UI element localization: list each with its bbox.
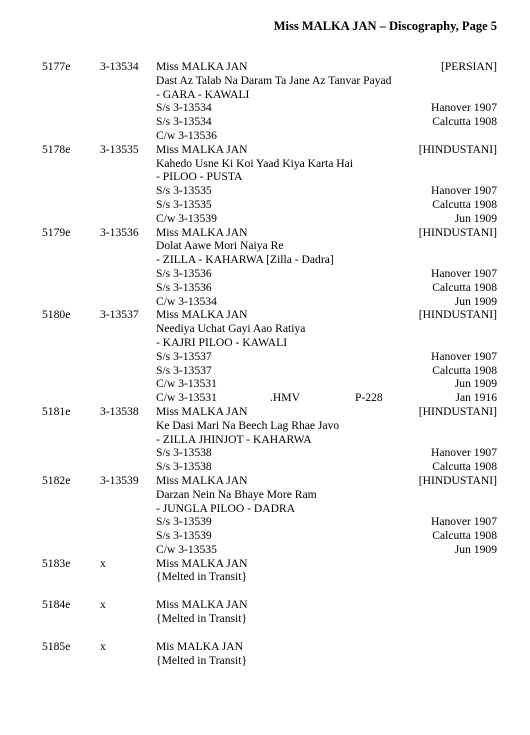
entry-line — [0, 60, 530, 74]
entry-line — [0, 267, 530, 281]
language-tag: [HINDUSTANI] — [418, 142, 497, 156]
entry-text: Miss MALKA JAN — [156, 598, 248, 612]
entry-line — [0, 226, 530, 240]
discography-entry — [0, 60, 530, 143]
entry-line — [0, 198, 530, 212]
entry-line — [0, 322, 530, 336]
release-info: Calcutta 1908 — [432, 280, 497, 294]
entry-line — [0, 170, 530, 184]
discography-entry — [0, 474, 530, 557]
entry-line — [0, 543, 530, 557]
entry-line — [0, 350, 530, 364]
entry-text: Miss MALKA JAN — [156, 142, 248, 156]
entry-line — [0, 612, 530, 626]
entry-text: S/s 3-13539 — [156, 515, 212, 529]
entry-text: S/s 3-13538 — [156, 446, 212, 460]
entry-text: Miss MALKA JAN — [156, 473, 248, 487]
entry-text: Dolat Aawe Mori Naiya Re — [156, 239, 284, 253]
entry-text: C/w 3-13536 — [156, 128, 217, 142]
entry-text: S/s 3-13537 — [156, 363, 212, 377]
entry-text: C/w 3-13539 — [156, 211, 217, 225]
matrix-number: 5184e — [42, 598, 71, 612]
release-info: Jun 1909 — [454, 294, 497, 308]
entry-line — [0, 654, 530, 668]
matrix-number: 5177e — [42, 60, 71, 73]
release-info: Hanover 1907 — [430, 349, 497, 363]
entry-line — [0, 157, 530, 171]
discography-entry — [0, 308, 530, 405]
entry-text: Miss MALKA JAN — [156, 404, 248, 418]
discography-entry — [0, 557, 530, 585]
entry-line — [0, 143, 530, 157]
discography-entry — [0, 640, 530, 668]
language-tag: [PERSIAN] — [440, 60, 497, 73]
release-info: Jun 1909 — [454, 542, 497, 556]
matrix-number: 5185e — [42, 639, 71, 653]
release-info: Calcutta 1908 — [432, 460, 497, 474]
entry-text: - PILOO - PUSTA — [156, 170, 243, 184]
catalog-number: x — [100, 598, 106, 612]
release-info: Calcutta 1908 — [432, 197, 497, 211]
entry-text: - GARA - KAWALI — [156, 87, 250, 101]
entry-line — [0, 557, 530, 571]
entry-line — [0, 460, 530, 474]
entry-text: Miss MALKA JAN — [156, 225, 248, 239]
release-info: Jan 1916 — [455, 391, 497, 405]
language-tag: [HINDUSTANI] — [418, 225, 497, 239]
entry-text: S/s 3-13539 — [156, 529, 212, 543]
entry-line — [0, 88, 530, 102]
entry-line — [0, 598, 530, 612]
discography-entry — [0, 143, 530, 226]
entry-text: S/s 3-13537 — [156, 349, 212, 363]
entry-line — [0, 74, 530, 88]
entry-text: C/w 3-13535 — [156, 542, 217, 556]
entry-line — [0, 184, 530, 198]
release-info: Jun 1909 — [454, 377, 497, 391]
entry-line — [0, 377, 530, 391]
catalog-number: x — [100, 639, 106, 653]
entry-spacer — [0, 584, 530, 598]
matrix-number: 5178e — [42, 142, 71, 156]
entry-text: C/w 3-13531 — [156, 377, 217, 391]
entry-text: - ZILLA JHINJOT - KAHARWA — [156, 432, 312, 446]
entry-text: - JUNGLA PILOO - DADRA — [156, 501, 296, 515]
entry-line — [0, 281, 530, 295]
entry-line — [0, 336, 530, 350]
entry-text: - ZILLA - KAHARWA [Zilla - Dadra] — [156, 253, 334, 267]
release-info: Calcutta 1908 — [432, 529, 497, 543]
language-tag: [HINDUSTANI] — [418, 473, 497, 487]
entry-text: {Melted in Transit} — [156, 570, 248, 584]
matrix-number: 5179e — [42, 225, 71, 239]
entry-text: Dast Az Talab Na Daram Ta Jane Az Tanvar Payad — [156, 73, 392, 87]
catalog-number: 3-13537 — [100, 308, 139, 322]
release-info: Hanover 1907 — [430, 446, 497, 460]
entry-text: Miss MALKA JAN — [156, 308, 248, 322]
release-info: Calcutta 1908 — [432, 363, 497, 377]
catalog-number: 3-13539 — [100, 473, 139, 487]
entry-text: Miss MALKA JAN — [156, 556, 248, 570]
entry-line — [0, 212, 530, 226]
release-info: Jun 1909 — [454, 211, 497, 225]
entry-line — [0, 515, 530, 529]
entry-line — [0, 405, 530, 419]
entry-text: Miss MALKA JAN — [156, 60, 248, 73]
entry-text: S/s 3-13535 — [156, 184, 212, 198]
entry-line — [0, 129, 530, 143]
discography-entry — [0, 598, 530, 626]
release-info: Hanover 1907 — [430, 101, 497, 115]
entry-text: C/w 3-13534 — [156, 294, 217, 308]
release-info: Calcutta 1908 — [432, 115, 497, 129]
entry-text: {Melted in Transit} — [156, 653, 248, 667]
entry-text: S/s 3-13534 — [156, 115, 212, 129]
entry-line — [0, 446, 530, 460]
discography-entry — [0, 405, 530, 474]
entry-text: - KAJRI PILOO - KAWALI — [156, 335, 288, 349]
discography-entries — [0, 60, 530, 667]
catalog-number: 3-13536 — [100, 225, 139, 239]
entry-text: Kahedo Usne Ki Koi Yaad Kiya Karta Hai — [156, 156, 354, 170]
entry-text: S/s 3-13536 — [156, 280, 212, 294]
catalog-number: 3-13535 — [100, 142, 139, 156]
entry-text: S/s 3-13538 — [156, 460, 212, 474]
entry-text: C/w 3-13531 — [156, 391, 217, 405]
release-info: Hanover 1907 — [430, 184, 497, 198]
entry-line — [0, 101, 530, 115]
entry-line — [0, 640, 530, 654]
release-info: Hanover 1907 — [430, 266, 497, 280]
entry-text: Neediya Uchat Gayi Aao Ratiya — [156, 322, 306, 336]
entry-line — [0, 570, 530, 584]
catalog-number: x — [100, 556, 106, 570]
matrix-number: 5182e — [42, 473, 71, 487]
entry-text: Darzan Nein Na Bhaye More Ram — [156, 487, 317, 501]
entry-line — [0, 364, 530, 378]
entry-line — [0, 391, 530, 405]
release-info: Hanover 1907 — [430, 515, 497, 529]
entry-text: {Melted in Transit} — [156, 612, 248, 626]
record-label-number: P-228 — [355, 391, 383, 405]
entry-line — [0, 115, 530, 129]
page-header: Miss MALKA JAN – Discography, Page 5 — [273, 19, 497, 33]
catalog-number: 3-13538 — [100, 404, 139, 418]
entry-line — [0, 474, 530, 488]
entry-line — [0, 529, 530, 543]
catalog-number: 3-13534 — [100, 60, 139, 73]
language-tag: [HINDUSTANI] — [418, 404, 497, 418]
matrix-number: 5183e — [42, 556, 71, 570]
entry-line — [0, 253, 530, 267]
entry-line — [0, 295, 530, 309]
language-tag: [HINDUSTANI] — [418, 308, 497, 322]
matrix-number: 5181e — [42, 404, 71, 418]
entry-line — [0, 433, 530, 447]
entry-line — [0, 502, 530, 516]
matrix-number: 5180e — [42, 308, 71, 322]
record-label: .HMV — [270, 391, 300, 405]
entry-line — [0, 488, 530, 502]
entry-spacer — [0, 626, 530, 640]
discography-entry — [0, 226, 530, 309]
entry-text: Ke Dasi Mari Na Beech Lag Rhae Javo — [156, 418, 340, 432]
entry-text: S/s 3-13535 — [156, 197, 212, 211]
entry-line — [0, 308, 530, 322]
entry-line — [0, 419, 530, 433]
entry-text: Mis MALKA JAN — [156, 639, 243, 653]
entry-text: S/s 3-13536 — [156, 266, 212, 280]
entry-text: S/s 3-13534 — [156, 101, 212, 115]
entry-line — [0, 239, 530, 253]
